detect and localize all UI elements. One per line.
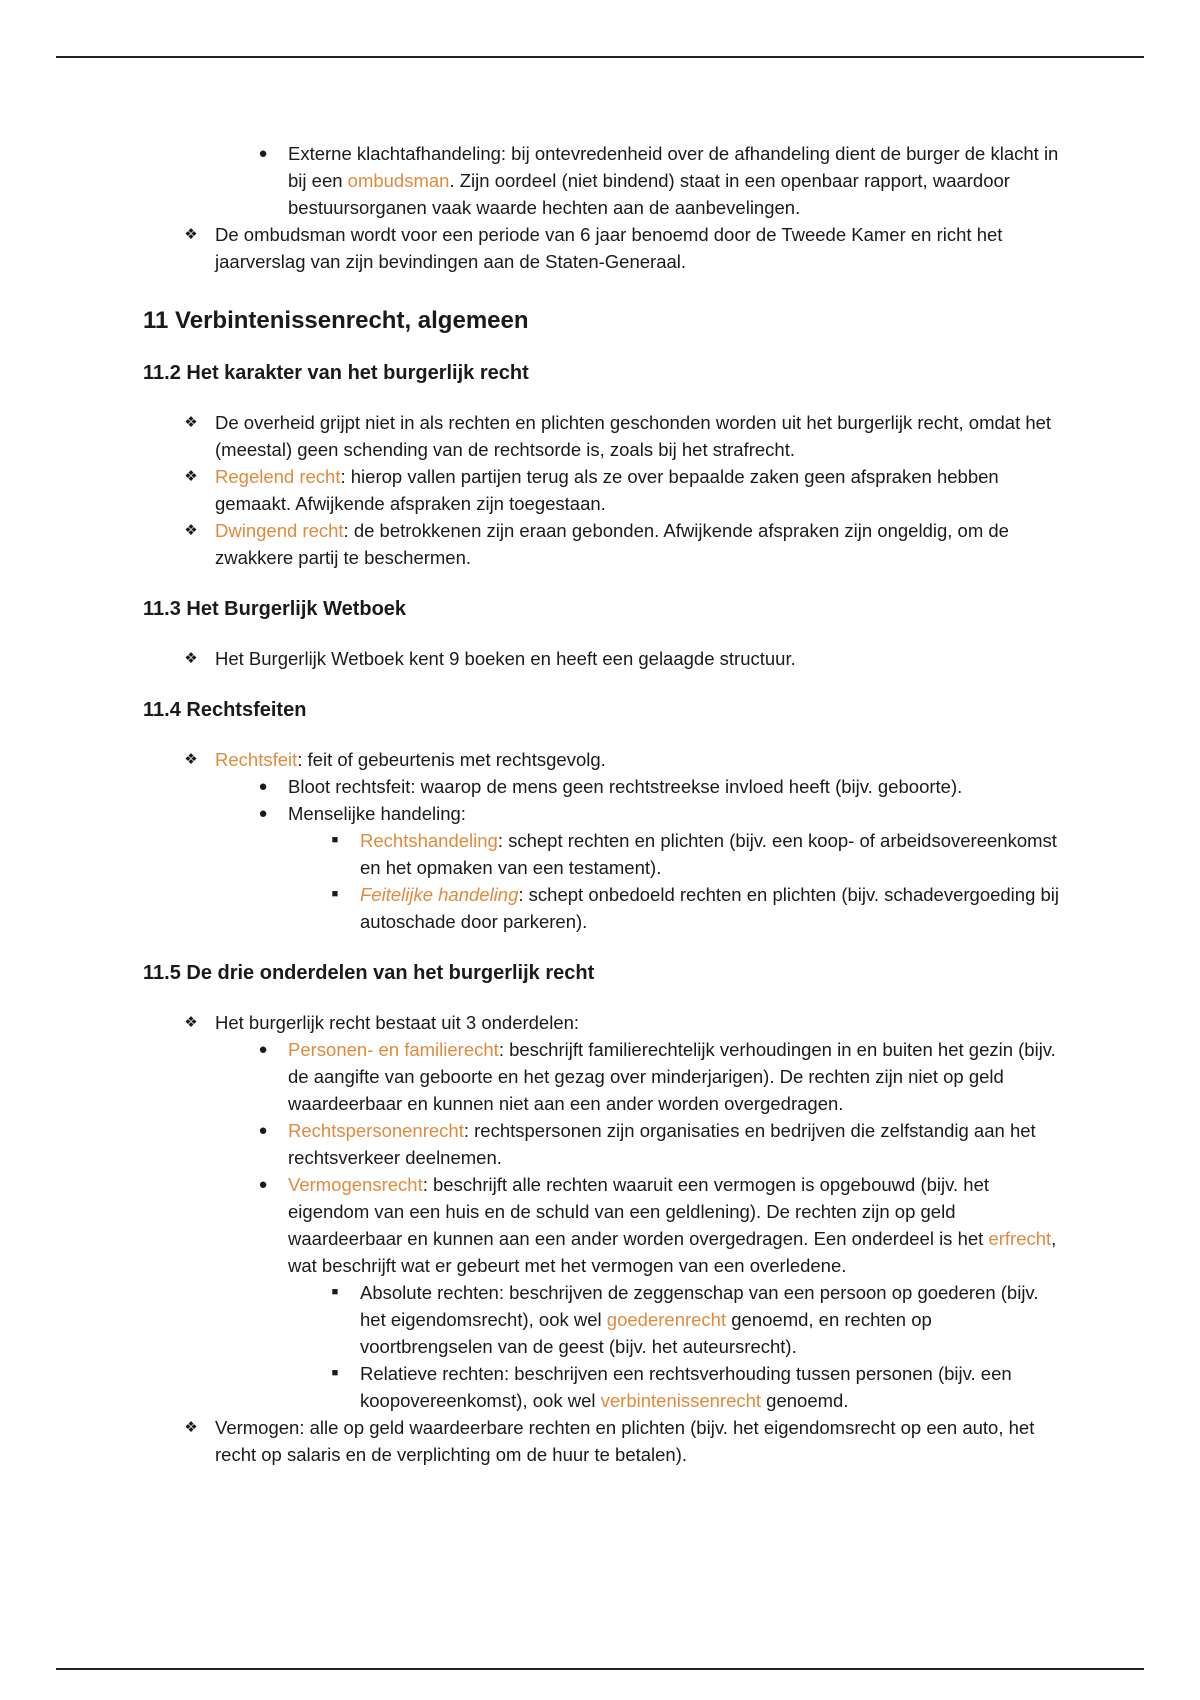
list-item (143, 645, 1063, 672)
item-text: : hierop vallen partijen terug als ze over bepaalde zaken geen afspraken hebben gemaakt. Afwijkende afspraken zijn toegestaan. (215, 466, 999, 514)
item-text: , wat beschrijft wat er gebeurt met het vermogen van een overledene. (288, 1228, 1057, 1276)
keyword: verbintenissenrecht (600, 1390, 762, 1411)
list-item (143, 1036, 1063, 1117)
item-text: Externe klachtafhandeling: bij ontevredenheid over de afhandeling dient de burger de klacht in bij een (288, 143, 1059, 191)
list-item (143, 1279, 1063, 1360)
item-text: genoemd, en rechten op voortbrengselen van de geest (bijv. het auteursrecht). (360, 1309, 932, 1357)
item-text: : beschrijft alle rechten waaruit een vermogen is opgebouwd (bijv. het eigendom van een huis en de schuld van een geldlening). De rechten zijn op geld waardeerbaar en kunnen aan een ander worden overgedragen. Een onderdeel is het (288, 1174, 989, 1249)
chapter-title: 11 Verbintenissenrecht, algemeen (143, 307, 529, 334)
square-bullet-icon: ■ (331, 888, 339, 900)
list-item (143, 746, 1063, 773)
list-item (143, 881, 1063, 935)
list-item (143, 800, 1063, 827)
item-text: De ombudsman wordt voor een periode van 6 jaar benoemd door de Tweede Kamer en richt het jaarverslag van zijn bevindingen aan de Staten-Generaal. (215, 224, 1003, 272)
diamond-icon: ❖ (184, 414, 198, 431)
bullet-icon: ● (258, 1041, 268, 1058)
item-text: : schept rechten en plichten (bijv. een koop- of arbeidsovereenkomst en het opmaken van een testament). (360, 830, 1057, 878)
item-text: Menselijke handeling: (288, 803, 466, 824)
item-text: Absolute rechten: beschrijven de zeggenschap van een persoon op goederen (bijv. het eigendomsrecht), ook wel (360, 1282, 1039, 1330)
diamond-icon: ❖ (184, 1419, 198, 1436)
item-text: : beschrijft familierechtelijk verhoudingen in en buiten het gezin (bijv. de aangifte van geboorte en het gezag over minderjarigen). De rechten zijn niet op geld waardeerbaar en kunnen niet aan een ander worden overgedragen. (288, 1039, 1056, 1114)
spacer (143, 571, 1063, 595)
keyword: Rechtspersonenrecht (288, 1120, 464, 1141)
spacer (143, 935, 1063, 959)
keyword: erfrecht (988, 1228, 1052, 1249)
list-item (143, 1414, 1063, 1468)
keyword: Vermogensrecht (288, 1174, 423, 1195)
item-text: Bloot rechtsfeit: waarop de mens geen rechtstreekse invloed heeft (bijv. geboorte). (288, 776, 963, 797)
list-item (143, 1360, 1063, 1414)
item-text: Vermogen: alle op geld waardeerbare rechten en plichten (bijv. het eigendomsrecht op een auto, het recht op salaris en de verplichting om de huur te betalen). (215, 1417, 1035, 1465)
header-rule (56, 56, 1144, 58)
list-item (143, 773, 1063, 800)
item-text: : rechtspersonen zijn organisaties en bedrijven die zelfstandig aan het rechtsverkeer deelnemen. (288, 1120, 1036, 1168)
square-bullet-icon: ■ (331, 1367, 339, 1379)
item-text: Het Burgerlijk Wetboek kent 9 boeken en heeft een gelaagde structuur. (215, 648, 796, 669)
list-item (143, 827, 1063, 881)
diamond-icon: ❖ (184, 751, 198, 768)
footer-rule (56, 1668, 1144, 1670)
item-text: : schept onbedoeld rechten en plichten (bijv. schadevergoeding bij autoschade door parkeren). (360, 884, 1060, 932)
bullet-icon: ● (258, 778, 268, 795)
list-item (143, 1009, 1063, 1036)
bullet-icon: ● (258, 1176, 268, 1193)
list-item (143, 1171, 1063, 1279)
item-text: De overheid grijpt niet in als rechten en plichten geschonden worden uit het burgerlijk recht, omdat het (meestal) geen schending van de rechtsorde is, zoals bij het strafrecht. (215, 412, 1052, 460)
list-item (143, 221, 1063, 275)
keyword: Feitelijke handeling (360, 884, 519, 905)
section-title-11-5: 11.5 De drie onderdelen van het burgerlijk recht (143, 962, 595, 984)
keyword: Rechtsfeit (215, 749, 298, 770)
keyword: Rechtshandeling (360, 830, 498, 851)
keyword: ombudsman (347, 170, 450, 191)
diamond-icon: ❖ (184, 650, 198, 667)
keyword: Regelend recht (215, 466, 341, 487)
item-text: : feit of gebeurtenis met rechtsgevolg. (297, 749, 606, 770)
spacer (143, 672, 1063, 696)
item-text: genoemd. (761, 1390, 849, 1411)
list-item (143, 140, 1063, 221)
section-title-11-4: 11.4 Rechtsfeiten (143, 699, 307, 721)
list-item (143, 517, 1063, 571)
section-title-11-2: 11.2 Het karakter van het burgerlijk recht (143, 362, 529, 384)
item-text: . Zijn oordeel (niet bindend) staat in een openbaar rapport, waardoor bestuursorganen vaak waarde hechten aan de aanbevelingen. (288, 170, 1010, 218)
diamond-icon: ❖ (184, 1014, 198, 1031)
keyword: goederenrecht (606, 1309, 727, 1330)
diamond-icon: ❖ (184, 226, 198, 243)
section-title-11-3: 11.3 Het Burgerlijk Wetboek (143, 598, 407, 620)
list-item (143, 463, 1063, 517)
bullet-icon: ● (258, 1122, 268, 1139)
keyword: Personen- en familierecht (288, 1039, 499, 1060)
item-text: : de betrokkenen zijn eraan gebonden. Afwijkende afspraken zijn ongeldig, om de zwakkere partij te beschermen. (215, 520, 1009, 568)
square-bullet-icon: ■ (331, 1286, 339, 1298)
diamond-icon: ❖ (184, 468, 198, 485)
keyword: Dwingend recht (215, 520, 344, 541)
bullet-icon: ● (258, 805, 268, 822)
list-item (143, 409, 1063, 463)
square-bullet-icon: ■ (331, 834, 339, 846)
item-text: Het burgerlijk recht bestaat uit 3 onderdelen: (215, 1012, 580, 1033)
diamond-icon: ❖ (184, 522, 198, 539)
item-text: Relatieve rechten: beschrijven een rechtsverhouding tussen personen (bijv. een koopovereenkomst), ook wel (360, 1363, 1012, 1411)
bullet-icon: ● (258, 145, 268, 162)
document-page (143, 140, 1063, 1468)
list-item (143, 1117, 1063, 1171)
